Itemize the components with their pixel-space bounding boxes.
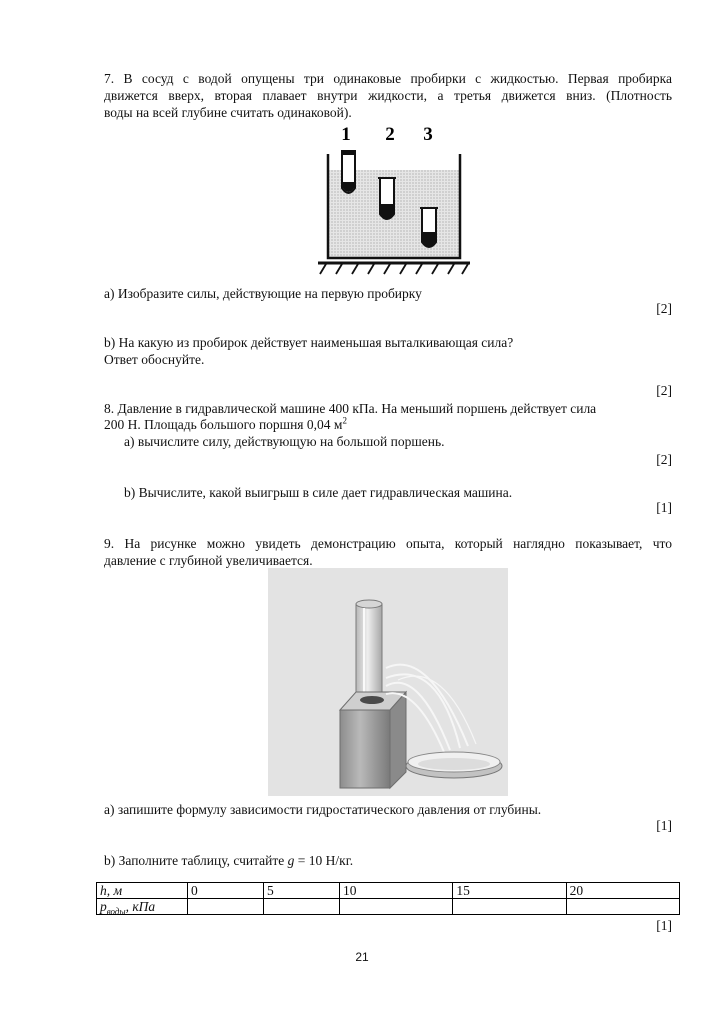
pressure-input-cell[interactable] [340, 899, 453, 915]
table-row-pressure [97, 899, 680, 915]
q9-part-a: a) запишите формулу зависимости гидростатического давления от глубины. [104, 802, 542, 817]
q7-part-b-line1: b) На какую из пробирок действует наименьшая выталкивающая сила? [104, 335, 514, 350]
q7-score-b: [2] [656, 383, 672, 398]
pressure-input-cell[interactable] [188, 899, 264, 915]
pressure-header [97, 899, 188, 915]
q8-text-line2 [104, 416, 672, 433]
pressure-subscript: воды [106, 906, 126, 917]
q9-score-a: [1] [656, 818, 672, 833]
tube-1 [341, 150, 356, 193]
table-row-depth [97, 883, 680, 899]
depth-cell-20: 20 [566, 883, 679, 899]
q9-part-b [104, 852, 672, 869]
stone-block [340, 692, 406, 788]
pressure-demo-figure [268, 568, 508, 796]
q9-text-line2: давление с глубиной увеличивается. [104, 553, 313, 568]
q8-text-line2-main: 200 Н. Площадь большого поршня 0,04 м [104, 417, 343, 432]
tube-label-3: 3 [423, 124, 433, 145]
depth-pressure-table [96, 882, 680, 915]
pressure-unit: , кПа [125, 899, 156, 914]
q8-part-b: b) Вычислите, какой выигрыш в силе дает гидравлическая машина. [124, 485, 513, 500]
pressure-input-cell[interactable] [264, 899, 340, 915]
q9-score-b: [1] [656, 918, 672, 933]
tube-3 [420, 208, 438, 247]
test-tubes-figure [316, 122, 472, 282]
depth-header: h, м [97, 883, 188, 899]
water-dish [406, 752, 502, 778]
depth-cell-15: 15 [453, 883, 566, 899]
q9-text-line1: 9. На рисунке можно увидеть демонстрацию опыта, который наглядно показывает, что [104, 536, 672, 551]
water-cylinder [356, 600, 382, 704]
q7-text-line1: 7. В сосуд с водой опущены три одинаковые пробирки с жидкостью. Первая пробирка [104, 71, 672, 86]
pressure-input-cell[interactable] [453, 899, 566, 915]
pressure-input-cell[interactable] [566, 899, 679, 915]
tube-2 [378, 178, 396, 219]
q9-part-b-var: g [287, 853, 295, 868]
q9-part-b-prefix: b) Заполните таблицу, считайте [104, 853, 288, 868]
q9-part-b-suffix: = 10 Н/кг. [294, 853, 354, 868]
q8-unit-exponent: 2 [342, 415, 347, 426]
q8-text-line1: 8. Давление в гидравлической машине 400 кПа. На меньший поршень действует сила [104, 401, 597, 416]
depth-cell-10: 10 [340, 883, 453, 899]
depth-cell-5: 5 [264, 883, 340, 899]
q7-part-a: a) Изобразите силы, действующие на первую пробирку [104, 286, 422, 301]
depth-cell-0: 0 [188, 883, 264, 899]
q7-text-line2: движется вверх, вторая плавает внутри жидкости, а третья движется вниз. (Плотность [104, 88, 672, 103]
q7-text-line3: воды на всей глубине считать одинаковой). [104, 105, 352, 120]
q8-part-a: a) вычислите силу, действующую на большой поршень. [124, 434, 445, 449]
q7-part-b-line2: Ответ обоснуйте. [104, 352, 205, 367]
q7-score-a: [2] [656, 301, 672, 316]
page-number: 21 [355, 950, 369, 964]
ground-hatching [318, 263, 470, 274]
q8-score-a: [2] [656, 452, 672, 467]
pressure-symbol: p [100, 899, 107, 914]
q8-score-b: [1] [656, 500, 672, 515]
tube-label-1: 1 [341, 124, 351, 145]
tube-label-2: 2 [385, 124, 395, 145]
